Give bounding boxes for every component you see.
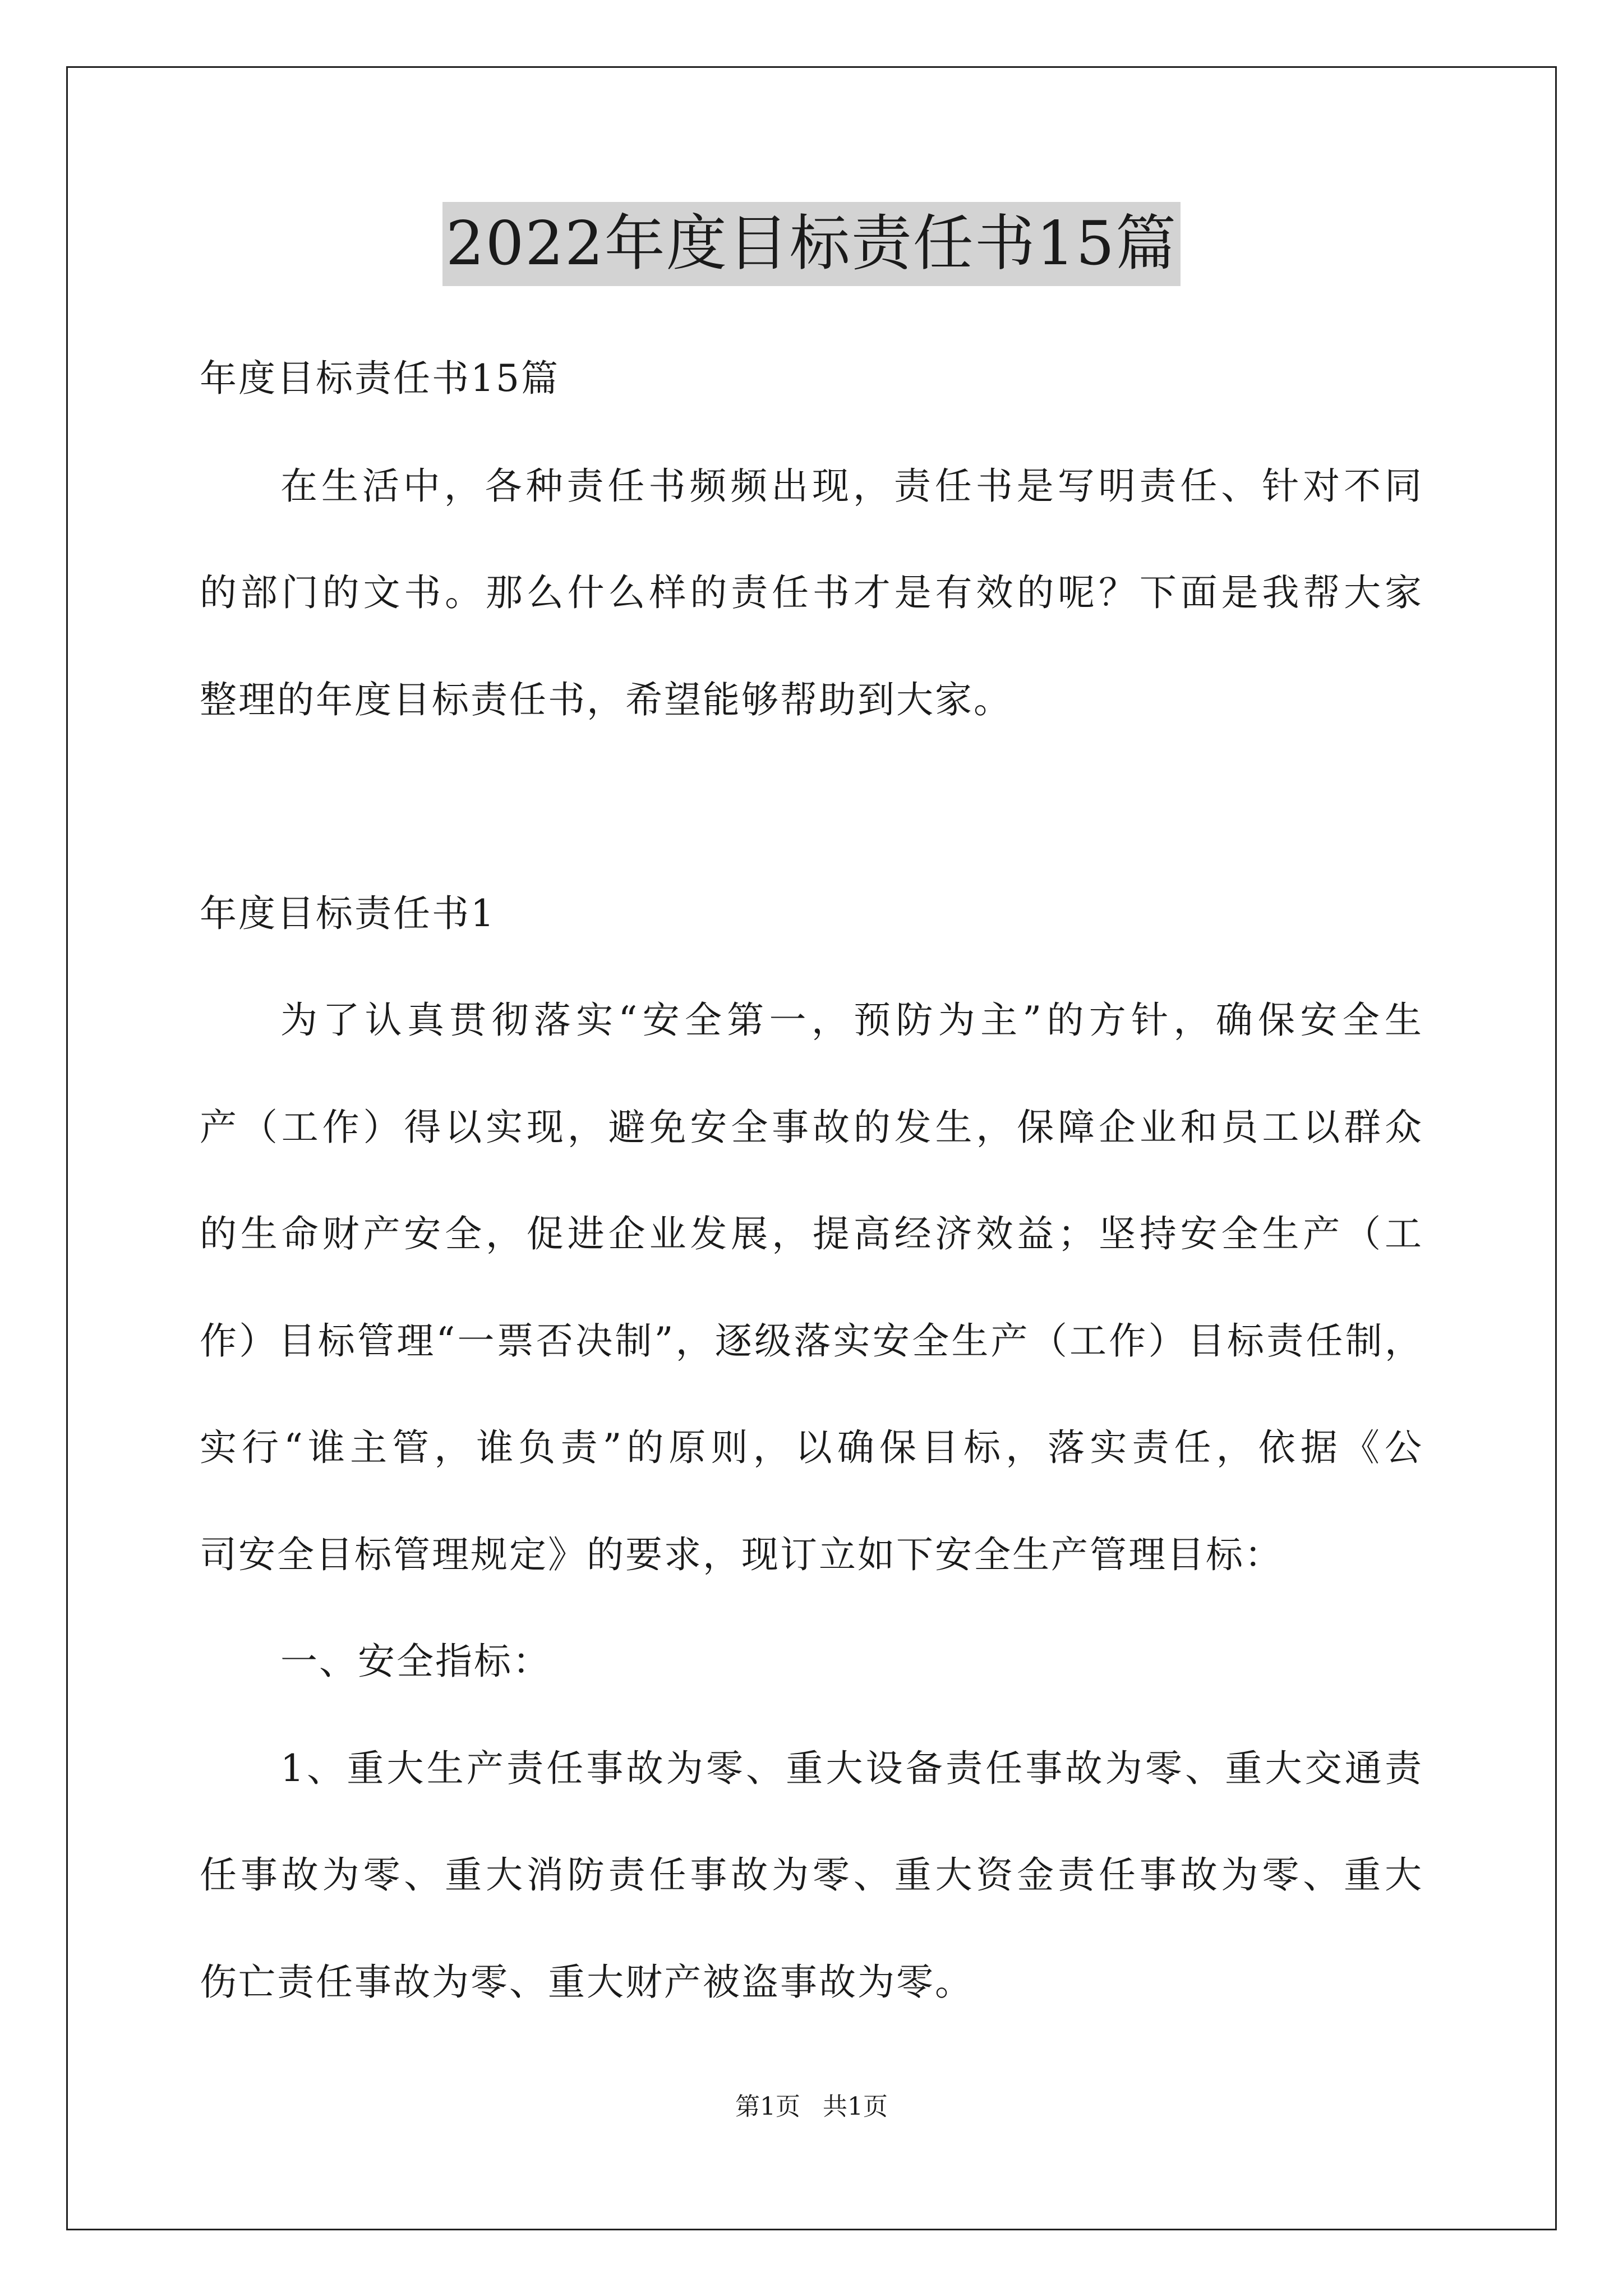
body-line-9: 任事故为零、重大消防责任事故为零、重大资金责任事故为零、重大 [200,1853,1423,1897]
body-line-4: 作）目标管理“一票否决制”，逐级落实安全生产（工作）目标责任制， [200,1319,1423,1363]
page-number-total: 共1页 [823,2092,888,2121]
body-line-10: 伤亡责任事故为零、重大财产被盗事故为零。 [200,1961,974,2004]
body-line-6: 司安全目标管理规定》的要求，现订立如下安全生产管理目标： [200,1533,1283,1576]
body-line-3: 的生命财产安全，促进企业发展，提高经济效益；坚持安全生产（工 [200,1212,1423,1255]
intro-line-1: 在生活中，各种责任书频频出现，责任书是写明责任、针对不同 [280,464,1423,508]
intro-line-2: 的部门的文书。那么什么样的责任书才是有效的呢？下面是我帮大家 [200,571,1423,614]
page-footer [0,2090,1623,2124]
title-container [0,202,1623,286]
body-line-1: 为了认真贯彻落实“安全第一，预防为主”的方针，确保安全生 [280,999,1423,1042]
intro-line-3: 整理的年度目标责任书，希望能够帮助到大家。 [200,678,1012,721]
document-title: 2022年度目标责任书15篇 [442,202,1181,286]
body-line-2: 产（工作）得以实现，避免安全事故的发生，保障企业和员工以群众 [200,1106,1423,1149]
page-number-current: 第1页 [735,2092,800,2121]
body-line-7: 一、安全指标： [280,1640,551,1683]
document-subtitle: 年度目标责任书15篇 [200,357,560,400]
body-line-5: 实行“谁主管，谁负责”的原则，以确保目标，落实责任，依据《公 [200,1426,1423,1469]
body-line-8: 1、重大生产责任事故为零、重大设备责任事故为零、重大交通责 [280,1747,1423,1790]
section-heading: 年度目标责任书1 [200,892,496,935]
